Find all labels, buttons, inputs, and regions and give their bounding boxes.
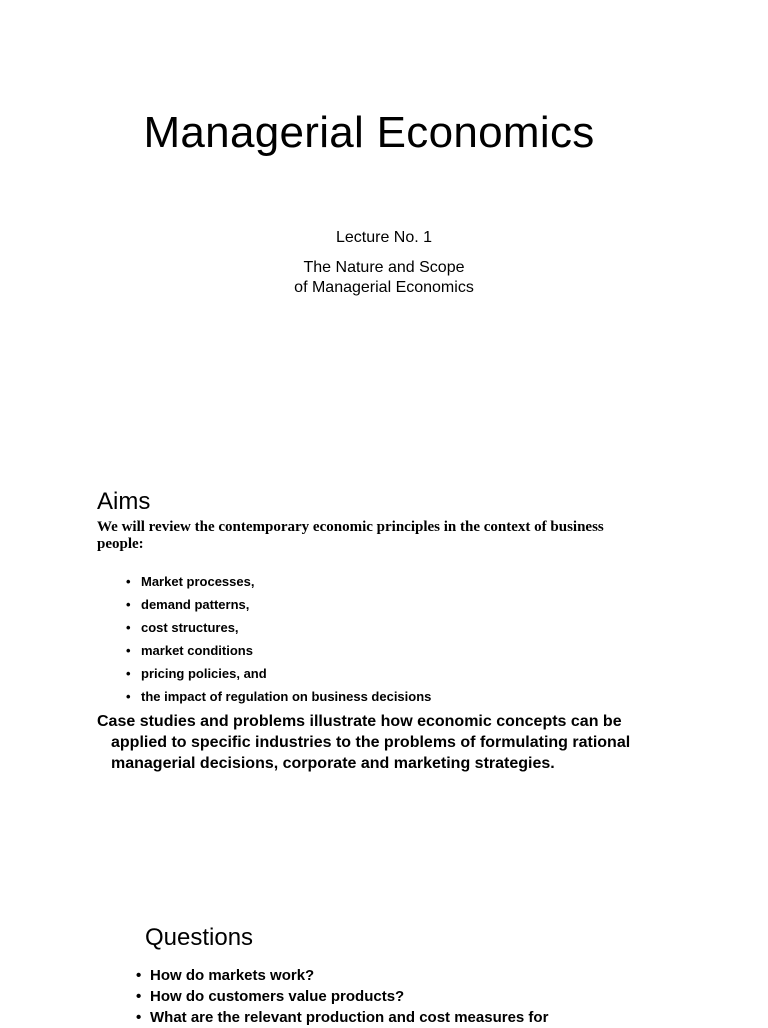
list-item — [126, 570, 431, 593]
questions-heading: Questions — [145, 924, 254, 951]
list-item-text: cost structures, — [141, 620, 239, 635]
list-item-text: market conditions — [141, 643, 253, 658]
list-item-text: pricing policies, and — [141, 666, 267, 681]
title-slide — [0, 0, 768, 460]
bullet-icon: • — [136, 988, 142, 1005]
list-item — [136, 986, 548, 1007]
list-item — [136, 1007, 548, 1028]
slide-title: Managerial Economics — [143, 108, 595, 157]
list-item — [126, 639, 431, 662]
bullet-icon: • — [126, 689, 131, 704]
aims-intro: We will review the contemporary economic principles in the context of business people: — [97, 519, 604, 552]
subtitle-line: The Nature and Scope — [303, 259, 465, 276]
aims-heading: Aims — [97, 488, 151, 515]
list-item-text: the impact of regulation on business decisions — [141, 689, 432, 704]
list-item — [126, 662, 431, 685]
list-item-text: How do markets work? — [150, 967, 315, 984]
list-item-text: How do customers value products? — [150, 988, 405, 1005]
bullet-icon: • — [136, 967, 142, 984]
bullet-icon: • — [126, 574, 131, 589]
list-item — [136, 965, 548, 986]
bullet-icon: • — [136, 1009, 142, 1026]
aims-bullet-list — [126, 570, 431, 708]
bullet-icon: • — [126, 643, 131, 658]
list-item — [126, 685, 431, 708]
questions-slide — [0, 880, 768, 1024]
bullet-icon: • — [126, 620, 131, 635]
list-item — [126, 616, 431, 639]
aims-slide — [0, 460, 768, 860]
list-item-text: Market processes, — [141, 574, 255, 589]
lecture-number: Lecture No. 1 — [335, 229, 433, 246]
slide-subtitle — [0, 258, 768, 298]
list-item-text: What are the relevant production and cost measures for — [150, 1009, 549, 1026]
bullet-icon: • — [126, 597, 131, 612]
list-item-text: demand patterns, — [141, 597, 250, 612]
case-studies-paragraph: Case studies and problems illustrate how economic concepts can be applied to specific industries to the problems of formulating rational managerial decisions, corporate and marketing strategies. — [97, 713, 631, 772]
questions-bullet-list — [136, 965, 548, 1028]
list-item — [126, 593, 431, 616]
bullet-icon: • — [126, 666, 131, 681]
subtitle-line: of Managerial Economics — [294, 279, 474, 296]
